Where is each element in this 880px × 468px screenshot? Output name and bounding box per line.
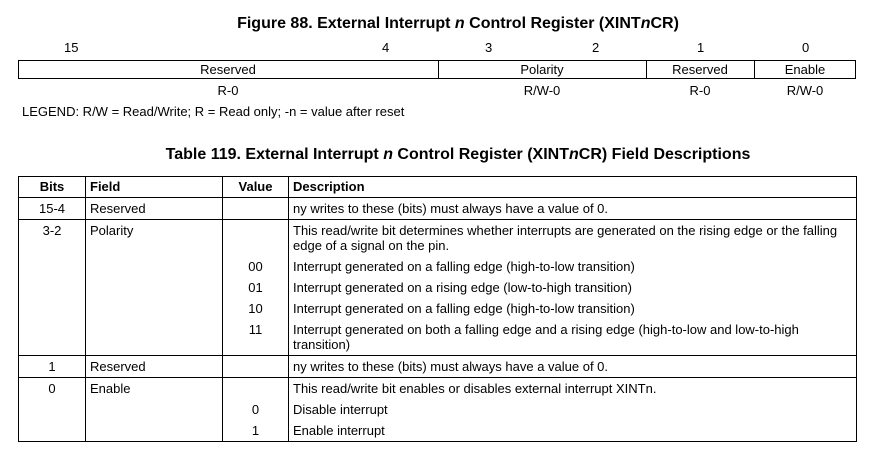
figure-title (18, 15, 880, 33)
table-title-italic: n (383, 146, 393, 163)
cell-bits (19, 319, 86, 356)
bit-number-1: 1 (697, 40, 705, 55)
cell-value (223, 378, 289, 400)
cell-field (86, 420, 223, 442)
table-row (19, 220, 857, 257)
cell-bits (19, 399, 86, 420)
table-row (19, 198, 857, 220)
bit-number-2: 2 (592, 40, 600, 55)
cell-field (86, 319, 223, 356)
table-row (19, 298, 857, 319)
cell-description: Enable interrupt (289, 420, 857, 442)
table-row (19, 399, 857, 420)
cell-field: Reserved (86, 356, 223, 378)
legend: LEGEND: R/W = Read/Write; R = Read only; -n = value after reset (22, 104, 405, 119)
cell-bits: 3-2 (19, 220, 86, 257)
cell-description: ny writes to these (bits) must always have a value of 0. (289, 198, 857, 220)
cell-bits: 15-4 (19, 198, 86, 220)
figure-title-part: Figure 88. External Interrupt (237, 15, 455, 32)
header-bits: Bits (19, 177, 86, 198)
cell-description: ny writes to these (bits) must always have a value of 0. (289, 356, 857, 378)
cell-description: Interrupt generated on a falling edge (high-to-low transition) (289, 256, 857, 277)
cell-field: Polarity (86, 220, 223, 257)
cell-description: Disable interrupt (289, 399, 857, 420)
table-title-part: CR) Field Descriptions (578, 146, 751, 163)
cell-value (223, 198, 289, 220)
cell-bits (19, 420, 86, 442)
cell-value (223, 220, 289, 257)
cell-bits: 1 (19, 356, 86, 378)
header-field: Field (86, 177, 223, 198)
register-field-reserved-low: Reserved (672, 62, 728, 77)
cell-bits (19, 256, 86, 277)
register-access-reserved-high: R-0 (217, 83, 239, 98)
bit-number-15: 15 (64, 40, 79, 55)
cell-bits (19, 298, 86, 319)
cell-description: Interrupt generated on a falling edge (high-to-low transition) (289, 298, 857, 319)
figure-title-part: Control Register (XINT (464, 15, 641, 32)
table-row (19, 378, 857, 400)
cell-field (86, 256, 223, 277)
register-access-reserved-low: R-0 (689, 83, 711, 98)
cell-value: 00 (223, 256, 289, 277)
cell-value: 0 (223, 399, 289, 420)
register-field-reserved-high: Reserved (200, 62, 256, 77)
cell-field (86, 298, 223, 319)
register-field-polarity: Polarity (520, 62, 564, 77)
table-row (19, 356, 857, 378)
table-title-part: Control Register (XINT (392, 146, 569, 163)
figure-title-italic: n (454, 15, 465, 32)
table-row (19, 277, 857, 298)
cell-description: Interrupt generated on a rising edge (low-to-high transition) (289, 277, 857, 298)
cell-field (86, 399, 223, 420)
register-field-enable: Enable (784, 62, 826, 77)
table-row (19, 256, 857, 277)
figure-title-part: CR) (650, 15, 679, 32)
cell-field: Enable (86, 378, 223, 400)
cell-value (223, 356, 289, 378)
table-title (18, 146, 880, 164)
cell-description: Interrupt generated on both a falling edge and a rising edge (high-to-low and low-to-high transition) (289, 319, 857, 356)
bit-number-0: 0 (802, 40, 810, 55)
bit-number-4: 4 (382, 40, 390, 55)
table-header-row (19, 177, 857, 198)
header-value: Value (223, 177, 289, 198)
cell-bits (19, 277, 86, 298)
table-title-part: Table 119. External Interrupt (165, 146, 384, 163)
header-description: Description (289, 177, 857, 198)
register-access-enable: R/W-0 (786, 83, 824, 98)
table-row (19, 319, 857, 356)
bit-number-3: 3 (485, 40, 493, 55)
cell-value: 1 (223, 420, 289, 442)
register-access-polarity: R/W-0 (523, 83, 561, 98)
cell-field (86, 277, 223, 298)
cell-description: This read/write bit determines whether interrupts are generated on the rising edge or the falling edge of a signal on the pin. (289, 220, 857, 257)
table-title-italic: n (569, 146, 579, 163)
cell-value: 11 (223, 319, 289, 356)
table-row (19, 420, 857, 442)
cell-description: This read/write bit enables or disables external interrupt XINTn. (289, 378, 857, 400)
cell-bits: 0 (19, 378, 86, 400)
cell-value: 10 (223, 298, 289, 319)
field-descriptions-table (18, 176, 857, 442)
cell-field: Reserved (86, 198, 223, 220)
figure-title-italic: n (640, 15, 651, 32)
cell-value: 01 (223, 277, 289, 298)
